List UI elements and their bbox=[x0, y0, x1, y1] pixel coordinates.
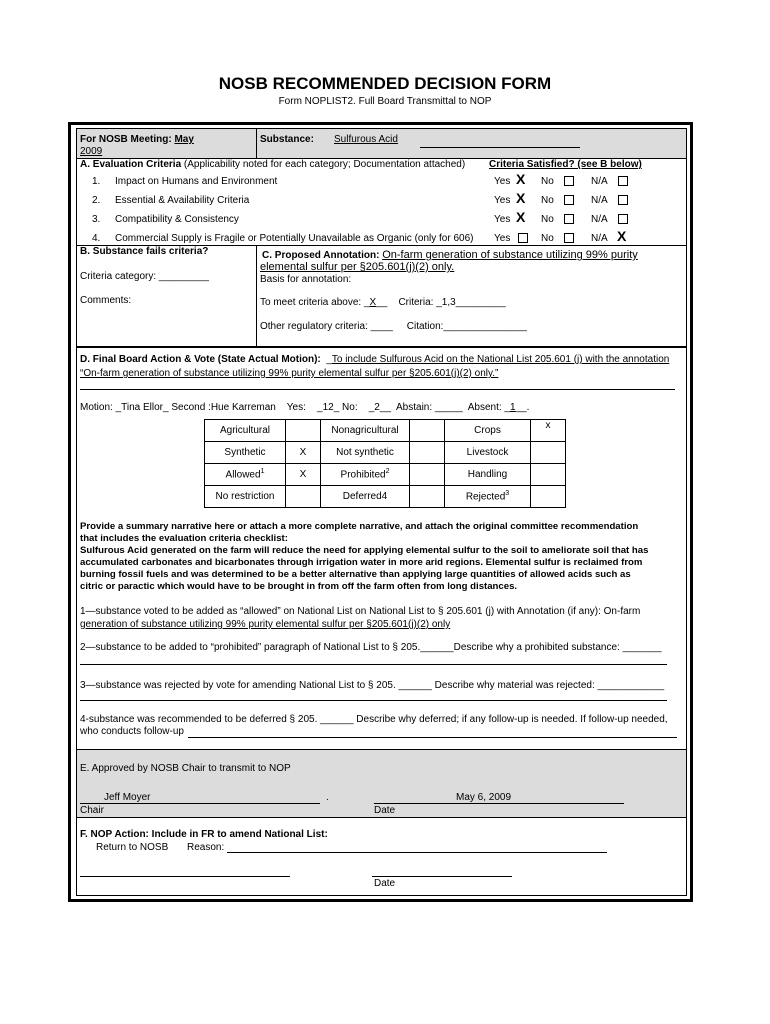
nop-date-label: Date bbox=[374, 878, 396, 889]
criteria-label-1: Impact on Humans and Environment bbox=[115, 176, 278, 187]
period: . bbox=[326, 792, 329, 803]
section-a-heading: A. Evaluation Criteria (Applicability noted for each category; Documentation attached) bbox=[80, 159, 466, 170]
yes-label: Yes bbox=[494, 195, 511, 206]
na-label: N/A bbox=[591, 233, 608, 244]
annotation-line-2: elemental sulfur per §205.601(j)(2) only. bbox=[260, 261, 455, 273]
no-label: No bbox=[541, 176, 554, 187]
criteria-num-4: 4. bbox=[92, 233, 101, 244]
yes-checkbox-4[interactable] bbox=[518, 233, 528, 243]
form-subtitle: Form NOPLIST2. Full Board Transmittal to NOP bbox=[278, 96, 492, 107]
meet-criteria: To meet criteria above: _X__ Criteria: _1,3_________ bbox=[260, 297, 506, 308]
table-cell: Prohibited$^2$ bbox=[321, 464, 410, 486]
section-f-heading: F. NOP Action: Include in FR to amend National List: bbox=[80, 829, 328, 840]
classification-table bbox=[204, 419, 566, 508]
yes-check-3[interactable]: X bbox=[516, 209, 526, 225]
narrative-intro-2: that includes the evaluation criteria checklist: bbox=[80, 533, 288, 544]
narrative-line: Sulfurous Acid generated on the farm will reduce the need for applying elemental sulfur to the soil to ameliorate soil that has bbox=[80, 545, 649, 556]
table-mark[interactable] bbox=[531, 486, 566, 508]
no-label: No bbox=[541, 214, 554, 225]
table-mark[interactable]: X bbox=[286, 442, 321, 464]
footnote-3: 3—substance was rejected by vote for amending National List to § 205. ______ Describe why material was rejected: ____________ bbox=[80, 680, 665, 691]
na-checkbox-1[interactable] bbox=[618, 176, 628, 186]
basis-label: Basis for annotation: bbox=[260, 274, 352, 285]
table-row bbox=[205, 442, 566, 464]
return-label: Return to NOSB bbox=[96, 842, 169, 853]
table-cell: Deferred4 bbox=[321, 486, 410, 508]
chair-label: Chair bbox=[80, 805, 104, 816]
table-mark[interactable] bbox=[531, 464, 566, 486]
table-cell: Crops bbox=[445, 420, 531, 442]
no-checkbox-4[interactable] bbox=[564, 233, 574, 243]
substance-label: Substance: bbox=[260, 134, 314, 145]
criteria-label-2: Essential & Availability Criteria bbox=[115, 195, 250, 206]
yes-label: Yes bbox=[494, 233, 511, 244]
na-label: N/A bbox=[591, 214, 608, 225]
table-cell: No restriction bbox=[205, 486, 286, 508]
narrative-intro-1: Provide a summary narrative here or attach a more complete narrative, and attach the original committee recommendation bbox=[80, 521, 639, 532]
section-e-heading: E. Approved by NOSB Chair to transmit to NOP bbox=[80, 763, 291, 774]
reason-label: Reason: bbox=[187, 842, 225, 853]
section-b-heading: B. Substance fails criteria? bbox=[80, 246, 209, 257]
na-checkbox-2[interactable] bbox=[618, 195, 628, 205]
table-cell: Handling bbox=[445, 464, 531, 486]
table-row bbox=[205, 464, 566, 486]
narrative-line: accumulated carbonates and bicarbonates through irrigation water in more arid regions. Elemental sulfur is reclaimed from bbox=[80, 557, 643, 568]
table-cell: Rejected$^3$ bbox=[445, 486, 531, 508]
table-cell: Livestock bbox=[445, 442, 531, 464]
criteria-num-2: 2. bbox=[92, 195, 101, 206]
table-mark[interactable] bbox=[410, 442, 445, 464]
yes-check-2[interactable]: X bbox=[516, 190, 526, 206]
criteria-num-1: 1. bbox=[92, 176, 101, 187]
table-row bbox=[205, 486, 566, 508]
footnote-1-annotation: generation of substance utilizing 99% purity elemental sulfur per §205.601(j)(2) only bbox=[80, 619, 451, 630]
signature-line[interactable] bbox=[80, 876, 290, 877]
comments-label: Comments: bbox=[80, 295, 132, 306]
table-mark[interactable] bbox=[410, 420, 445, 442]
narrative-line: citric or paractic which would have to be brought in from off the farm often from long distances. bbox=[80, 581, 518, 592]
yes-check-1[interactable]: X bbox=[516, 171, 526, 187]
yes-label: Yes bbox=[494, 214, 511, 225]
na-checkbox-3[interactable] bbox=[618, 214, 628, 224]
table-mark[interactable] bbox=[410, 486, 445, 508]
criteria-category[interactable]: Criteria category: _________ bbox=[80, 271, 209, 282]
no-checkbox-3[interactable] bbox=[564, 214, 574, 224]
chair-name[interactable]: Jeff Moyer bbox=[104, 792, 151, 803]
nop-date-line[interactable] bbox=[372, 876, 512, 877]
reason-field[interactable] bbox=[227, 852, 607, 853]
criteria-satisfied-heading: Criteria Satisfied? (see B below) bbox=[489, 159, 642, 170]
yes-label: Yes bbox=[494, 176, 511, 187]
footnote-4: 4-substance was recommended to be deferred § 205. ______ Describe why deferred; if any follow-up is needed. If follow-up needed, bbox=[80, 714, 668, 725]
substance-value[interactable]: Sulfurous Acid bbox=[334, 134, 398, 145]
na-label: N/A bbox=[591, 195, 608, 206]
section-d-heading: D. Final Board Action & Vote (State Actual Motion): _To include Sulfurous Acid on the National List 205.601 (j) with the annotation bbox=[80, 354, 670, 365]
motion-line-2: “On-farm generation of substance utilizing 99% purity elemental sulfur per §205.601(j)(2) only.” bbox=[80, 368, 499, 379]
table-mark[interactable] bbox=[286, 420, 321, 442]
footnote-4-followup: who conducts follow-up bbox=[80, 726, 184, 737]
criteria-num-3: 3. bbox=[92, 214, 101, 225]
table-row bbox=[205, 420, 566, 442]
meeting-label: For NOSB Meeting: May bbox=[80, 134, 194, 145]
form-title: NOSB RECOMMENDED DECISION FORM bbox=[218, 74, 552, 93]
no-label: No bbox=[541, 233, 554, 244]
table-cell: Allowed$^1$ bbox=[205, 464, 286, 486]
table-cell: Nonagricultural bbox=[321, 420, 410, 442]
criteria-label-4: Commercial Supply is Fragile or Potentially Unavailable as Organic (only for 606) bbox=[115, 233, 474, 244]
na-label: N/A bbox=[591, 176, 608, 187]
table-cell: Agricultural bbox=[205, 420, 286, 442]
table-mark[interactable]: x bbox=[531, 420, 566, 442]
vote-line: Motion: _Tina Ellor_ Second :Hue Karreman Yes: _12_ No: _2__ Abstain: _____ Absent: _1__. bbox=[80, 402, 530, 413]
table-mark[interactable]: X bbox=[286, 464, 321, 486]
no-label: No bbox=[541, 195, 554, 206]
table-cell: Synthetic bbox=[205, 442, 286, 464]
table-mark[interactable] bbox=[286, 486, 321, 508]
criteria-label-3: Compatibility & Consistency bbox=[115, 214, 239, 225]
other-regulatory: Other regulatory criteria: ____ Citation:_______________ bbox=[260, 321, 527, 332]
narrative-line: burning fossil fuels and was determined to be a better alternative than applying large quantities of allowed acids such as bbox=[80, 569, 631, 580]
footnote-1: 1—substance voted to be added as “allowed” on National List on National List to § 205.601 (j) with Annotation (if any): On-farm bbox=[80, 606, 641, 617]
approval-date[interactable]: May 6, 2009 bbox=[456, 792, 512, 803]
table-mark[interactable] bbox=[531, 442, 566, 464]
no-checkbox-2[interactable] bbox=[564, 195, 574, 205]
table-cell: Not synthetic bbox=[321, 442, 410, 464]
table-mark[interactable] bbox=[410, 464, 445, 486]
no-checkbox-1[interactable] bbox=[564, 176, 574, 186]
footnote-2: 2—substance to be added to “prohibited” paragraph of National List to § 205.______Describe why a prohibited substance: _______ bbox=[80, 642, 662, 653]
section-c-heading: C. Proposed Annotation: On-farm generation of substance utilizing 99% purity bbox=[262, 249, 638, 261]
meeting-year: 2009 bbox=[80, 146, 103, 157]
na-check-4[interactable]: X bbox=[617, 228, 627, 244]
date-label: Date bbox=[374, 805, 396, 816]
